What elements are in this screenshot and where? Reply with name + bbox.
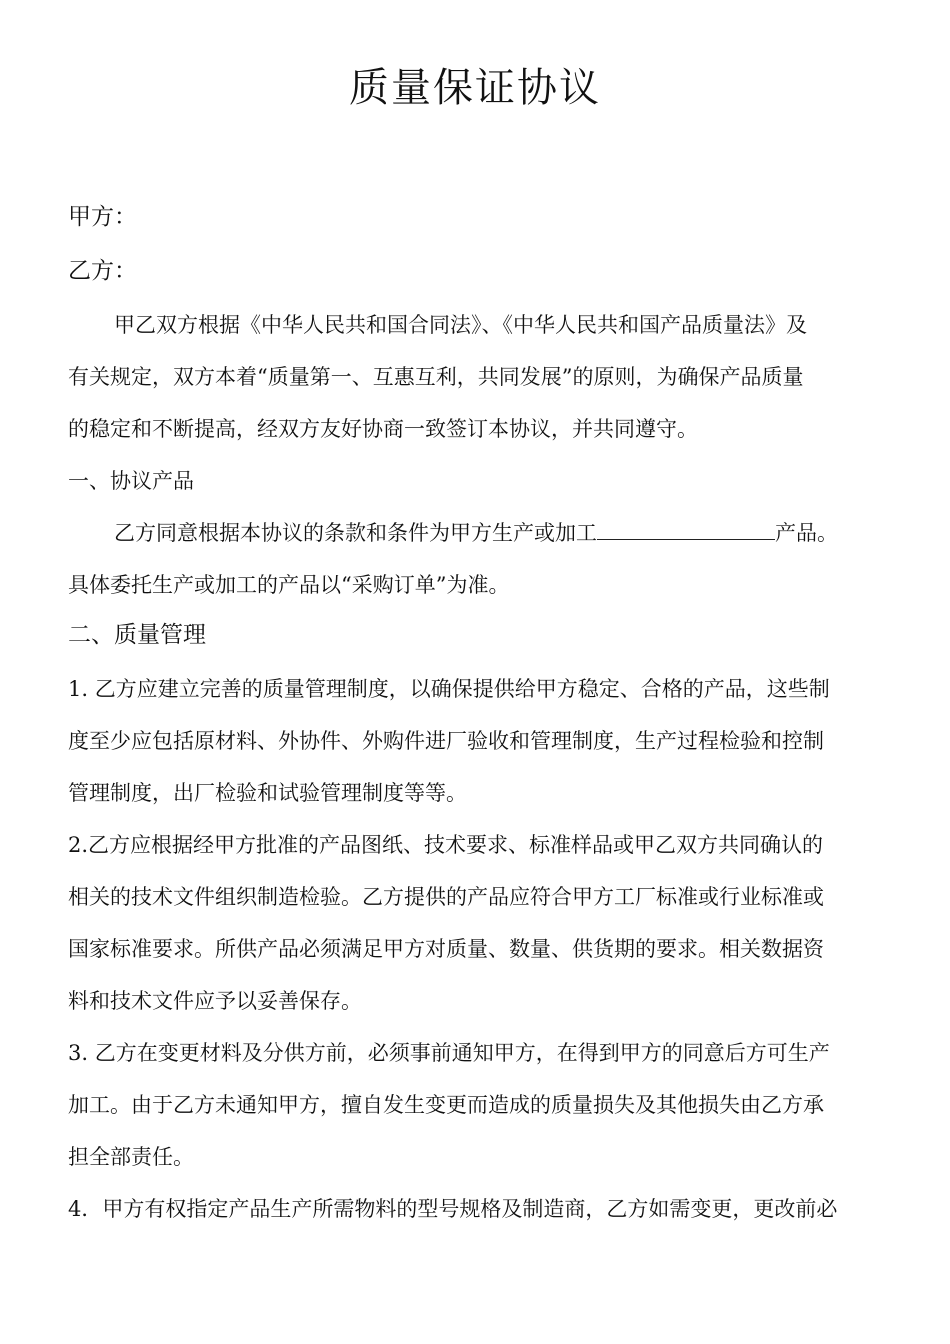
- section-1-heading: 一、协议产品: [68, 469, 194, 493]
- item-2-line-3: 国家标准要求。所供产品必须满足甲方对质量、数量、供货期的要求。相关数据资: [68, 937, 824, 961]
- item-1-line-2: 度至少应包括原材料、外协件、外购件进厂验收和管理制度，生产过程检验和控制: [68, 729, 824, 753]
- product-name-blank: [597, 519, 775, 540]
- item-3-line-1: 3. 乙方在变更材料及分供方前，必须事前通知甲方，在得到甲方的同意后方可生产: [68, 1041, 830, 1065]
- item-2-line-2: 相关的技术文件组织制造检验。乙方提供的产品应符合甲方工厂标准或行业标准或: [68, 885, 824, 909]
- item-1-line-3: 管理制度，出厂检验和试验管理制度等等。: [68, 781, 467, 805]
- item-3-line-3: 担全部责任。: [68, 1145, 194, 1169]
- item-3-line-2: 加工。由于乙方未通知甲方，擅自发生变更而造成的质量损失及其他损失由乙方承: [68, 1093, 824, 1117]
- section-1-line-2: 具体委托生产或加工的产品以“采购订单”为准。: [68, 573, 510, 597]
- section-2-heading: 二、质量管理: [68, 622, 206, 648]
- party-a-label: 甲方：: [68, 204, 137, 230]
- item-2-line-1: 2.乙方应根据经甲方批准的产品图纸、技术要求、标准样品或甲乙双方共同确认的: [68, 833, 824, 857]
- item-4-line-1: 4．甲方有权指定产品生产所需物料的型号规格及制造商，乙方如需变更，更改前必: [68, 1197, 838, 1221]
- party-b-label: 乙方：: [68, 258, 137, 284]
- document-title: 质量保证协议: [349, 65, 601, 111]
- intro-line-1: 甲乙双方根据《中华人民共和国合同法》、《中华人民共和国产品质量法》及: [114, 313, 807, 337]
- item-1-line-1: 1. 乙方应建立完善的质量管理制度，以确保提供给甲方稳定、合格的产品，这些制: [68, 677, 830, 701]
- section-1-text-before: 乙方同意根据本协议的条款和条件为甲方生产或加工: [114, 521, 597, 545]
- intro-line-2: 有关规定，双方本着“质量第一、互惠互利，共同发展”的原则，为确保产品质量: [68, 365, 804, 389]
- section-1-line-1: [114, 518, 934, 548]
- item-2-line-4: 料和技术文件应予以妥善保存。: [68, 989, 362, 1013]
- intro-line-3: 的稳定和不断提高，经双方友好协商一致签订本协议，并共同遵守。: [68, 417, 698, 441]
- section-1-text-after: 产品。: [775, 521, 838, 545]
